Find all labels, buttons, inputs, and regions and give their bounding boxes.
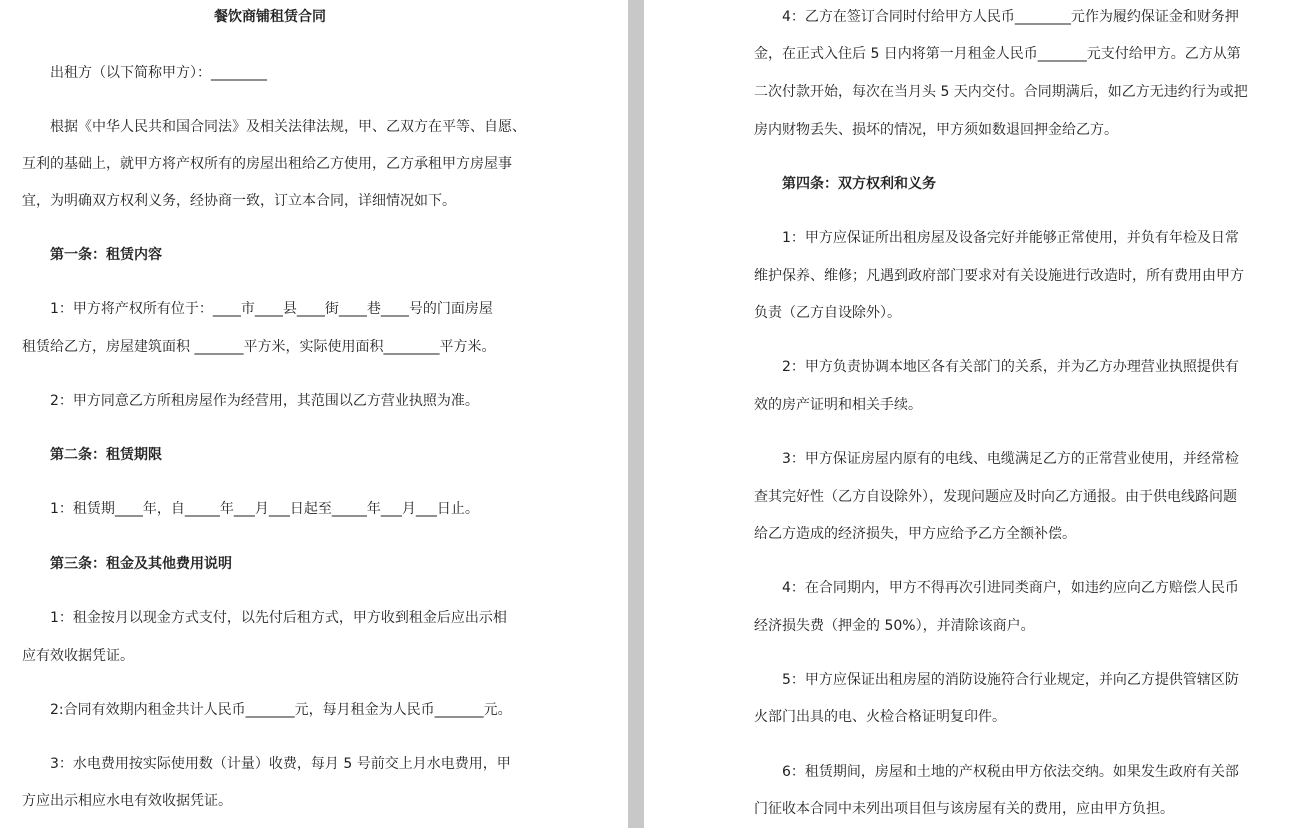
article-4-item-3-line-3: 给乙方造成的经济损失，甲方应给予乙方全额补偿。 <box>754 526 1076 542</box>
article-4-item-6-line-2: 门征收本合同中未列出项目但与该房屋有关的费用，应由甲方负担。 <box>754 801 1174 817</box>
lessor-line: 出租方（以下简称甲方）：________ <box>50 65 267 81</box>
article-3-item-4-line-3: 二次付款开始，每次在当月头 5 天内交付。合同期满后，如乙方无违约行为或把 <box>754 84 1248 100</box>
article-4-item-2-line-1: 2：甲方负责协调本地区各有关部门的关系，并为乙方办理营业执照提供有 <box>782 359 1239 375</box>
article-3-heading: 第三条：租金及其他费用说明 <box>50 556 232 572</box>
article-3-item-4-line-1: 4：乙方在签订合同时付给甲方人民币________元作为履约保证金和财务押 <box>782 9 1239 25</box>
article-3-item-3-line-1: 3：水电费用按实际使用数（计量）收费，每月 5 号前交上月水电费用，甲 <box>50 756 511 772</box>
contract-title: 餐饮商铺租赁合同 <box>214 9 326 25</box>
article-1-item-2: 2：甲方同意乙方所租房屋作为经营用，其范围以乙方营业执照为准。 <box>50 393 479 409</box>
article-2-item-1: 1：租赁期____年，自_____年___月___日起至_____年___月___日止。 <box>50 501 479 517</box>
article-3-item-4-line-4: 房内财物丢失、损坏的情况，甲方须如数退回押金给乙方。 <box>754 122 1118 138</box>
intro-line-1: 根据《中华人民共和国合同法》及相关法律法规，甲、乙双方在平等、自愿、 <box>50 119 526 135</box>
intro-line-3: 宜，为明确双方权利义务，经协商一致，订立本合同，详细情况如下。 <box>22 193 456 209</box>
article-3-item-3-line-2: 方应出示相应水电有效收据凭证。 <box>22 793 232 809</box>
intro-line-2: 互利的基础上，就甲方将产权所有的房屋出租给乙方使用，乙方承租甲方房屋事 <box>22 156 512 172</box>
article-1-heading: 第一条：租赁内容 <box>50 247 162 263</box>
article-4-item-3-line-2: 查其完好性（乙方自设除外），发现问题应及时向乙方通报。由于供电线路问题 <box>754 489 1237 505</box>
article-4-item-1-line-3: 负责（乙方自设除外）。 <box>754 305 901 321</box>
article-3-item-1-line-2: 应有效收据凭证。 <box>22 648 134 664</box>
article-3-item-4-line-2: 金，在正式入住后 5 日内将第一月租金人民币_______元支付给甲方。乙方从第 <box>754 46 1241 62</box>
article-4-item-5-line-2: 火部门出具的电、火检合格证明复印件。 <box>754 709 1006 725</box>
article-4-item-6-line-1: 6：租赁期间，房屋和土地的产权税由甲方依法交纳。如果发生政府有关部 <box>782 764 1239 780</box>
article-1-item-1-line-2: 租赁给乙方，房屋建筑面积 _______平方米，实际使用面积________平方米。 <box>22 339 496 355</box>
article-2-heading: 第二条：租赁期限 <box>50 447 162 463</box>
article-4-item-4-line-2: 经济损失费（押金的 50%），并清除该商户。 <box>754 618 1035 634</box>
article-4-heading: 第四条：双方权利和义务 <box>782 176 936 192</box>
article-3-item-1-line-1: 1：租金按月以现金方式支付，以先付后租方式，甲方收到租金后应出示相 <box>50 610 507 626</box>
article-4-item-1-line-2: 维护保养、维修；凡遇到政府部门要求对有关设施进行改造时，所有费用由甲方 <box>754 268 1244 284</box>
article-4-item-3-line-1: 3：甲方保证房屋内原有的电线、电缆满足乙方的正常营业使用，并经常检 <box>782 451 1239 467</box>
article-4-item-5-line-1: 5：甲方应保证出租房屋的消防设施符合行业规定，并向乙方提供管辖区防 <box>782 672 1239 688</box>
document-page-right <box>644 0 1315 828</box>
article-1-item-1-line-1: 1：甲方将产权所有位于：____市____县____街____巷____号的门面房屋 <box>50 301 493 317</box>
article-4-item-4-line-1: 4：在合同期内，甲方不得再次引进同类商户，如违约应向乙方赔偿人民币 <box>782 580 1239 596</box>
document-page-left <box>0 0 628 828</box>
article-4-item-2-line-2: 效的房产证明和相关手续。 <box>754 397 922 413</box>
article-3-item-2: 2:合同有效期内租金共计人民币_______元，每月租金为人民币_______元。 <box>50 702 512 718</box>
page-gutter <box>628 0 644 828</box>
article-4-item-1-line-1: 1：甲方应保证所出租房屋及设备完好并能够正常使用，并负有年检及日常 <box>782 230 1239 246</box>
